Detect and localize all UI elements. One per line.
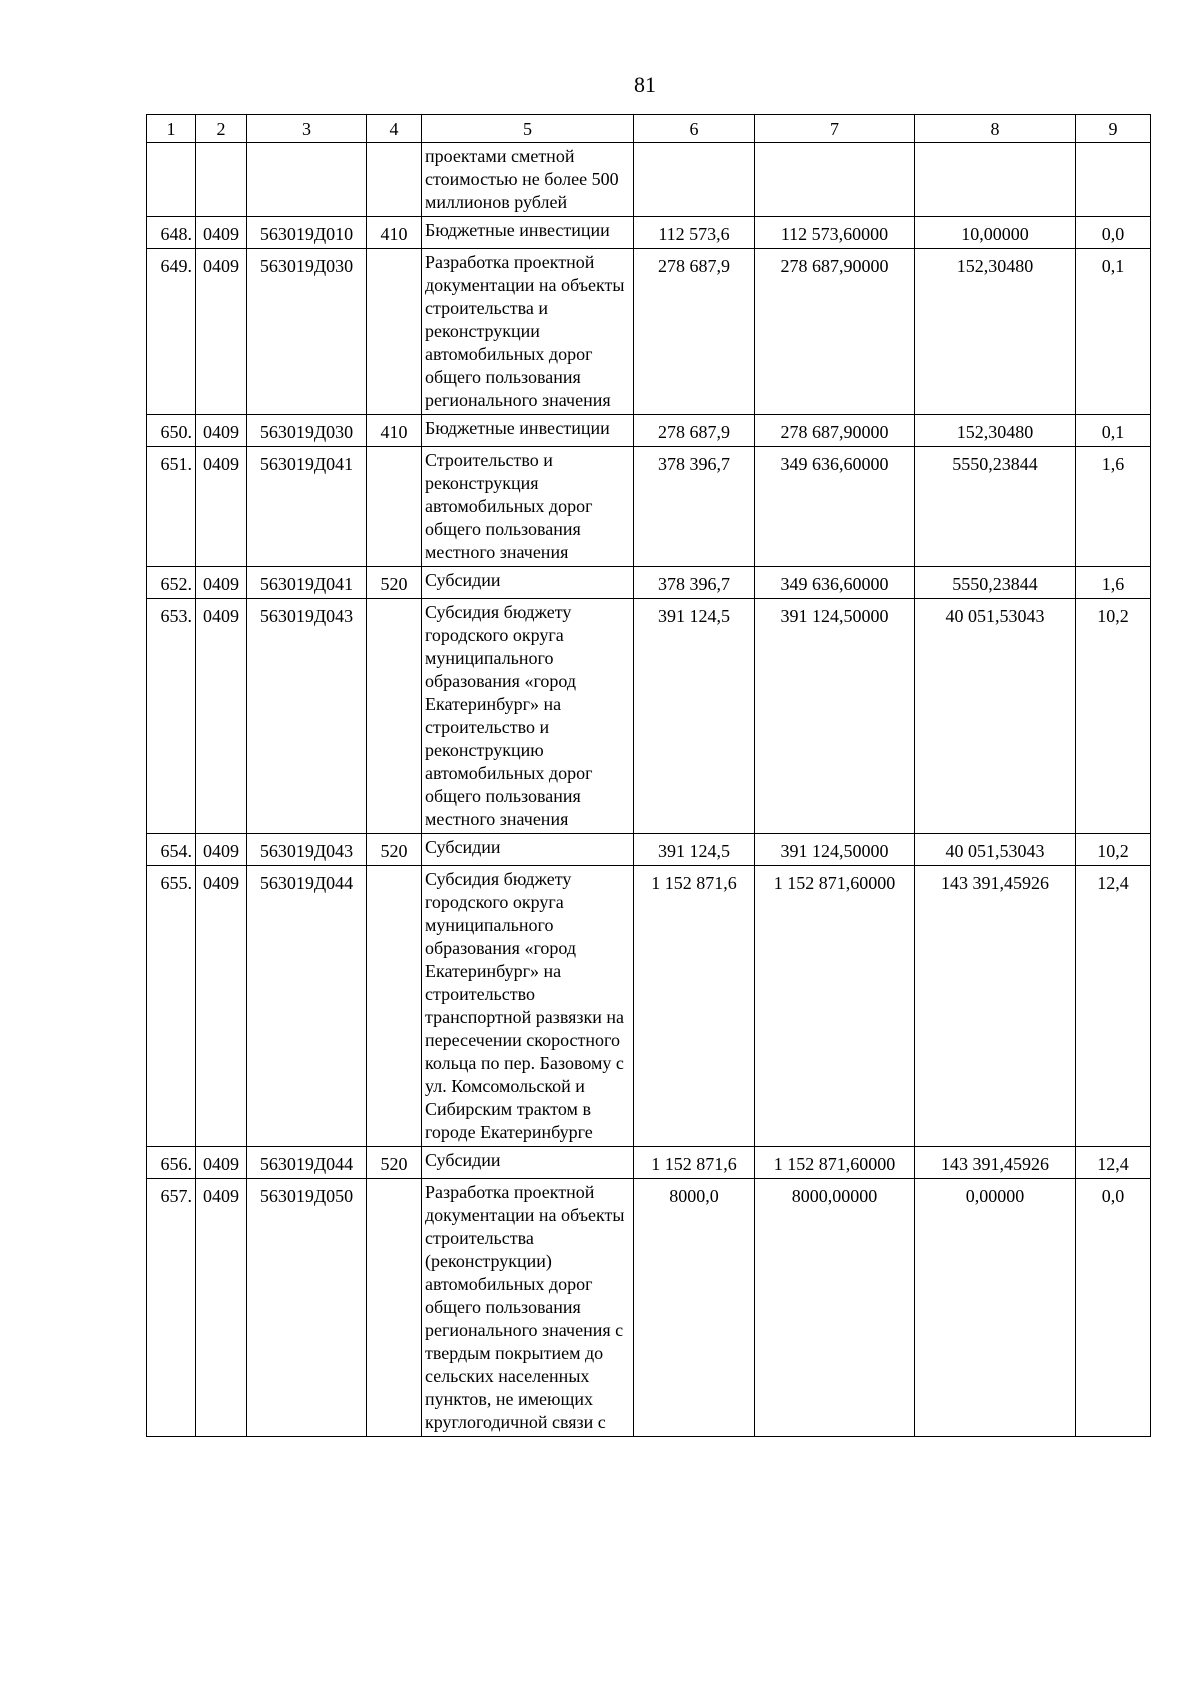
value-col6: 112 573,6 bbox=[634, 217, 755, 249]
value-col8 bbox=[915, 143, 1076, 217]
column-header: 9 bbox=[1076, 115, 1151, 143]
value-col6: 278 687,9 bbox=[634, 415, 755, 447]
value-col9: 12,4 bbox=[1076, 866, 1151, 1147]
item-name: Субсидия бюджету городского округа муниципального образования «город Екатеринбург» на строительство транспортной развязки на пересечении скоростного кольца по пер. Базовому с ул. Комсомольской и Сибирским трактом в городе Екатеринбурге bbox=[422, 866, 634, 1147]
target-article-code: 563019Д044 bbox=[247, 866, 367, 1147]
section-code: 0409 bbox=[196, 599, 247, 834]
expense-type-code: 520 bbox=[367, 567, 422, 599]
value-col6: 8000,0 bbox=[634, 1179, 755, 1437]
row-number: 650. bbox=[147, 415, 196, 447]
item-name: Субсидии bbox=[422, 1147, 634, 1179]
target-article-code: 563019Д043 bbox=[247, 834, 367, 866]
page-number: 81 bbox=[634, 72, 656, 97]
value-col7 bbox=[755, 143, 915, 217]
table-row bbox=[147, 447, 1151, 567]
section-code: 0409 bbox=[196, 217, 247, 249]
value-col8: 143 391,45926 bbox=[915, 1147, 1076, 1179]
row-number bbox=[147, 143, 196, 217]
item-name: проектами сметной стоимостью не более 500 миллионов рублей bbox=[422, 143, 634, 217]
value-col9: 10,2 bbox=[1076, 834, 1151, 866]
value-col7: 391 124,50000 bbox=[755, 834, 915, 866]
section-code: 0409 bbox=[196, 1179, 247, 1437]
value-col7: 349 636,60000 bbox=[755, 447, 915, 567]
expense-type-code: 520 bbox=[367, 834, 422, 866]
value-col8: 0,00000 bbox=[915, 1179, 1076, 1437]
value-col8: 152,30480 bbox=[915, 415, 1076, 447]
value-col9: 10,2 bbox=[1076, 599, 1151, 834]
row-number: 653. bbox=[147, 599, 196, 834]
value-col9: 0,1 bbox=[1076, 249, 1151, 415]
row-number: 657. bbox=[147, 1179, 196, 1437]
column-header: 3 bbox=[247, 115, 367, 143]
value-col6: 1 152 871,6 bbox=[634, 866, 755, 1147]
table-row bbox=[147, 217, 1151, 249]
table-row bbox=[147, 415, 1151, 447]
section-code: 0409 bbox=[196, 866, 247, 1147]
value-col7: 278 687,90000 bbox=[755, 415, 915, 447]
value-col9: 0,1 bbox=[1076, 415, 1151, 447]
value-col7: 349 636,60000 bbox=[755, 567, 915, 599]
value-col7: 278 687,90000 bbox=[755, 249, 915, 415]
expense-type-code bbox=[367, 1179, 422, 1437]
target-article-code: 563019Д030 bbox=[247, 249, 367, 415]
value-col8: 5550,23844 bbox=[915, 447, 1076, 567]
value-col7: 1 152 871,60000 bbox=[755, 866, 915, 1147]
section-code: 0409 bbox=[196, 1147, 247, 1179]
value-col9 bbox=[1076, 143, 1151, 217]
value-col8: 10,00000 bbox=[915, 217, 1076, 249]
table-row bbox=[147, 143, 1151, 217]
value-col7: 1 152 871,60000 bbox=[755, 1147, 915, 1179]
column-header: 2 bbox=[196, 115, 247, 143]
expense-type-code bbox=[367, 249, 422, 415]
value-col7: 112 573,60000 bbox=[755, 217, 915, 249]
section-code: 0409 bbox=[196, 567, 247, 599]
value-col8: 40 051,53043 bbox=[915, 599, 1076, 834]
section-code: 0409 bbox=[196, 834, 247, 866]
value-col6: 391 124,5 bbox=[634, 834, 755, 866]
table-row bbox=[147, 1179, 1151, 1437]
value-col9: 0,0 bbox=[1076, 217, 1151, 249]
item-name: Бюджетные инвестиции bbox=[422, 217, 634, 249]
target-article-code: 563019Д041 bbox=[247, 567, 367, 599]
target-article-code: 563019Д041 bbox=[247, 447, 367, 567]
value-col9: 1,6 bbox=[1076, 567, 1151, 599]
item-name: Субсидии bbox=[422, 834, 634, 866]
item-name: Субсидии bbox=[422, 567, 634, 599]
column-header: 6 bbox=[634, 115, 755, 143]
table-header-row bbox=[147, 115, 1151, 143]
table-row bbox=[147, 249, 1151, 415]
expense-type-code bbox=[367, 866, 422, 1147]
expense-type-code: 410 bbox=[367, 415, 422, 447]
value-col8: 152,30480 bbox=[915, 249, 1076, 415]
value-col8: 5550,23844 bbox=[915, 567, 1076, 599]
value-col7: 8000,00000 bbox=[755, 1179, 915, 1437]
value-col9: 0,0 bbox=[1076, 1179, 1151, 1437]
expense-type-code bbox=[367, 599, 422, 834]
target-article-code bbox=[247, 143, 367, 217]
target-article-code: 563019Д010 bbox=[247, 217, 367, 249]
value-col7: 391 124,50000 bbox=[755, 599, 915, 834]
section-code: 0409 bbox=[196, 249, 247, 415]
row-number: 651. bbox=[147, 447, 196, 567]
target-article-code: 563019Д043 bbox=[247, 599, 367, 834]
row-number: 654. bbox=[147, 834, 196, 866]
row-number: 652. bbox=[147, 567, 196, 599]
table-row bbox=[147, 834, 1151, 866]
row-number: 649. bbox=[147, 249, 196, 415]
column-header: 8 bbox=[915, 115, 1076, 143]
column-header: 5 bbox=[422, 115, 634, 143]
row-number: 655. bbox=[147, 866, 196, 1147]
section-code: 0409 bbox=[196, 415, 247, 447]
expense-type-code: 520 bbox=[367, 1147, 422, 1179]
item-name: Разработка проектной документации на объекты строительства (реконструкции) автомобильных дорог общего пользования регионального значения с твердым покрытием до сельских населенных пунктов, не имеющих круглогодичной связи с bbox=[422, 1179, 634, 1437]
column-header: 7 bbox=[755, 115, 915, 143]
item-name: Бюджетные инвестиции bbox=[422, 415, 634, 447]
row-number: 656. bbox=[147, 1147, 196, 1179]
value-col6 bbox=[634, 143, 755, 217]
budget-table bbox=[146, 114, 1151, 1437]
expense-type-code: 410 bbox=[367, 217, 422, 249]
value-col9: 12,4 bbox=[1076, 1147, 1151, 1179]
section-code: 0409 bbox=[196, 447, 247, 567]
target-article-code: 563019Д030 bbox=[247, 415, 367, 447]
item-name: Разработка проектной документации на объекты строительства и реконструкции автомобильных дорог общего пользования регионального значения bbox=[422, 249, 634, 415]
target-article-code: 563019Д044 bbox=[247, 1147, 367, 1179]
item-name: Субсидия бюджету городского округа муниципального образования «город Екатеринбург» на строительство и реконструкцию автомобильных дорог общего пользования местного значения bbox=[422, 599, 634, 834]
table-row bbox=[147, 1147, 1151, 1179]
expense-type-code bbox=[367, 143, 422, 217]
column-header: 1 bbox=[147, 115, 196, 143]
value-col6: 378 396,7 bbox=[634, 447, 755, 567]
value-col8: 143 391,45926 bbox=[915, 866, 1076, 1147]
value-col9: 1,6 bbox=[1076, 447, 1151, 567]
value-col8: 40 051,53043 bbox=[915, 834, 1076, 866]
column-header: 4 bbox=[367, 115, 422, 143]
row-number: 648. bbox=[147, 217, 196, 249]
table-row bbox=[147, 599, 1151, 834]
target-article-code: 563019Д050 bbox=[247, 1179, 367, 1437]
value-col6: 378 396,7 bbox=[634, 567, 755, 599]
value-col6: 391 124,5 bbox=[634, 599, 755, 834]
value-col6: 278 687,9 bbox=[634, 249, 755, 415]
value-col6: 1 152 871,6 bbox=[634, 1147, 755, 1179]
expense-type-code bbox=[367, 447, 422, 567]
section-code bbox=[196, 143, 247, 217]
table-row bbox=[147, 567, 1151, 599]
item-name: Строительство и реконструкция автомобильных дорог общего пользования местного значения bbox=[422, 447, 634, 567]
table-row bbox=[147, 866, 1151, 1147]
